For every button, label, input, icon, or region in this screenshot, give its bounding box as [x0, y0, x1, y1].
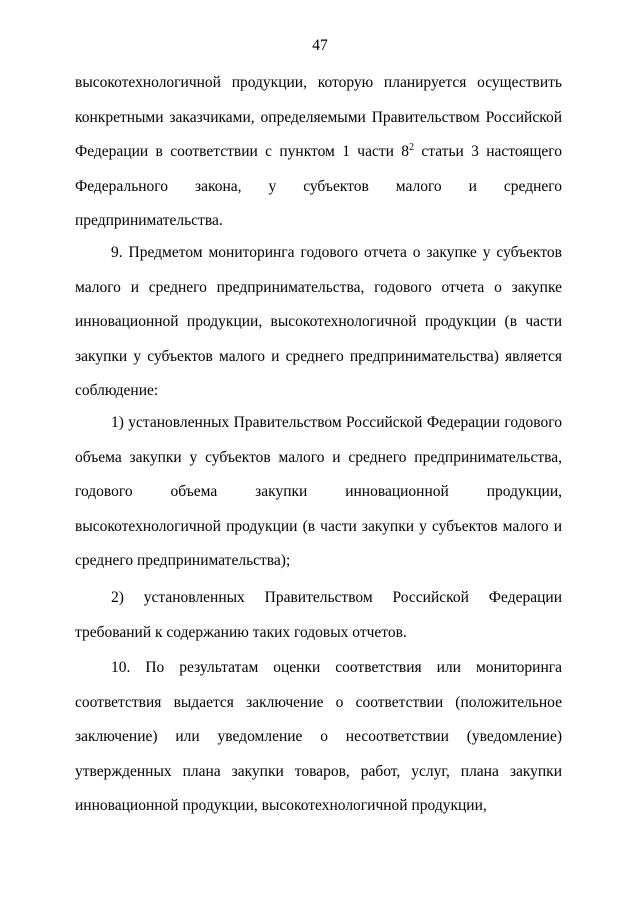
body-text: [75, 651, 562, 824]
paragraph-10: 10. По результатам оценки соответствия или мониторинга соответствия выдается заключение о соответствии (положительное заключение) или уведомление о несоответствии (уведомление) утвержденных плана закупки товаров, работ, услуг, плана закупки инновационной продукции, высокотехнологичной продукции,: [75, 659, 562, 815]
paragraph-text: статьи 3 настоящего Федерального закона, у субъектов малого и среднего предпринимательства.: [75, 143, 562, 230]
body-text: [75, 581, 562, 650]
paragraph-continuation: [75, 66, 562, 239]
body-text: [75, 236, 562, 409]
paragraph-9-item-1: 1) установленных Правительством Российской Федерации годового объема закупки у субъектов малого и среднего предпринимательства, годового объема закупки инновационной продукции, высокотехнологичной продукции (в части закупки у субъектов малого и среднего предпринимательства);: [75, 414, 562, 570]
paragraph-9: 9. Предметом мониторинга годового отчета о закупке у субъектов малого и среднего предпринимательства, годового отчета о закупке инновационной продукции, высокотехнологичной продукции (в части закупки у субъектов малого и среднего предпринимательства) является соблюдение:: [75, 244, 562, 400]
page-number: 47: [312, 37, 328, 54]
body-text: [75, 66, 562, 239]
paragraph-text: высокотехнологичной продукции, которую планируется осуществить конкретными заказчиками, определяемыми Правительством Российской Федерации в соответствии с пунктом 1 части 8: [75, 74, 562, 161]
body-text: [75, 406, 562, 579]
superscript: 2: [409, 142, 415, 154]
paragraph-9-item-2: 2) установленных Правительством Российской Федерации требований к содержанию таких годовых отчетов.: [75, 589, 562, 641]
